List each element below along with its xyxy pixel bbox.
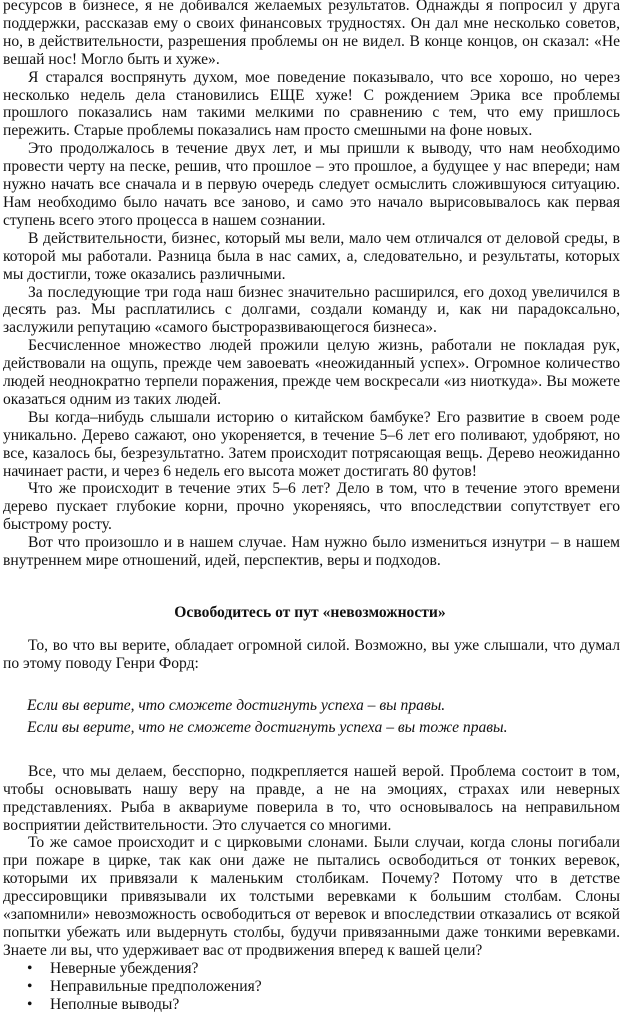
bullet-icon: •: [27, 995, 33, 1013]
paragraph: Вот что произошло и в нашем случае. Нам нужно было измениться изнутри – в нашем внутреннем мире отношений, идей, перспектив, веры и подходов.: [3, 534, 620, 570]
paragraph: В действительности, бизнес, который мы вели, мало чем отличался от деловой среды, в которой мы работали. Разница была в нас самих, а, следовательно, и результаты, которых мы достигли, тоже оказались различными.: [3, 229, 620, 283]
paragraph: Я старался воспрянуть духом, мое поведение показывало, что все хорошо, но через несколько недель дела становились ЕЩЕ хуже! С рождением Эрика все проблемы прошлого показались нам такими мелкими по сравнению с тем, что ему пришлось пережить. Старые проблемы показались нам просто смешными на фоне новых.: [3, 68, 620, 140]
list-item-text: Неполные выводы?: [50, 995, 180, 1013]
paragraph: Что же происходит в течение этих 5–6 лет? Дело в том, что в течение этого времени дерево пускает глубокие корни, прочно укореняясь, что впоследствии сопутствует его быстрому росту.: [3, 480, 620, 534]
bullet-icon: •: [27, 977, 33, 995]
paragraph: То же самое происходит и с цирковыми слонами. Были случаи, когда слоны погибали при пожаре в цирке, так как они даже не пытались освободиться от тонких веревок, которыми их привязали к маленьким столбикам. Почему? Потому что в детстве дрессировщики привязывали их толстыми веревками к большим столбам. Слоны «запомнили» невозможность освободиться от веревок и впоследствии отказались от всякой попытки убежать или выдернуть столбы, будучи привязанными даже тонкими веревками. Знаете ли вы, что удерживает вас от продвижения вперед к вашей цели?: [3, 834, 620, 959]
bullet-icon: •: [27, 959, 33, 977]
list-item: [25, 996, 620, 1014]
paragraph: Вы когда–нибудь слышали историю о китайском бамбуке? Его развитие в своем роде уникально. Дерево сажают, оно укореняется, в течение 5–6 лет его поливают, удобряют, но все, казалось бы, безрезультатно. Затем происходит потрясающая вещь. Дерево неожиданно начинает расти, и через 6 недель его высота может достигать 80 футов!: [3, 408, 620, 480]
paragraph: Это продолжалось в течение двух лет, и мы пришли к выводу, что нам необходимо провести черту на песке, решив, что прошлое – это прошлое, а будущее у нас впереди; нам нужно начать все сначала и в первую очередь следует осмыслить сложившуюся ситуацию. Нам необходимо было начать все заново, и само это начало вырисовывалось как первая ступень всего этого процесса в нашем сознании.: [3, 140, 620, 229]
list-item-text: Неверные убеждения?: [50, 959, 199, 977]
paragraph: Все, что мы делаем, бесспорно, подкрепляется нашей верой. Проблема состоит в том, чтобы основывать нашу веру на правде, а не на эмоциях, страхах или неверных представлениях. Рыба в аквариуме поверила в то, что основывалось на неправильном восприятии действительности. Это случается со многими.: [3, 762, 620, 834]
list-item-text: Неправильные предположения?: [50, 977, 262, 995]
list-item: [25, 978, 620, 996]
section-heading: Освободитесь от пут «невозможности»: [174, 604, 446, 621]
bullet-list: [0, 960, 620, 1014]
paragraph: Бесчисленное множество людей прожили целую жизнь, работали не покладая рук, действовали на ощупь, прежде чем завоевать «неожиданный успех». Огромное количество людей неоднократно терпели поражения, прежде чем воскресали «из ниоткуда». Вы можете оказаться одним из таких людей.: [3, 337, 620, 408]
ford-quote: Если вы верите, что не сможете достигнуть успеха – вы тоже правы.: [27, 718, 508, 736]
list-item: [25, 960, 620, 978]
paragraph: ресурсов в бизнесе, я не добивался желаемых результатов. Однажды я попросил у друга поддержки, рассказав ему о своих финансовых трудностях. Он дал мне несколько советов, но, в действительности, разрешения проблемы он не видел. В конце концов, он сказал: «Не вешай нос! Могло быть и хуже».: [3, 0, 620, 68]
paragraph: За последующие три года наш бизнес значительно расширился, его доход увеличился в десять раз. Мы расплатились с долгами, создали команду и, как ни парадоксально, заслужили репутацию «самого быстроразвивающегося бизнеса».: [3, 283, 620, 337]
section-intro: То, во что вы верите, обладает огромной силой. Возможно, вы уже слышали, что думал по этому поводу Генри Форд:: [3, 637, 620, 672]
ford-quote: Если вы верите, что сможете достигнуть успеха – вы правы.: [27, 696, 446, 714]
